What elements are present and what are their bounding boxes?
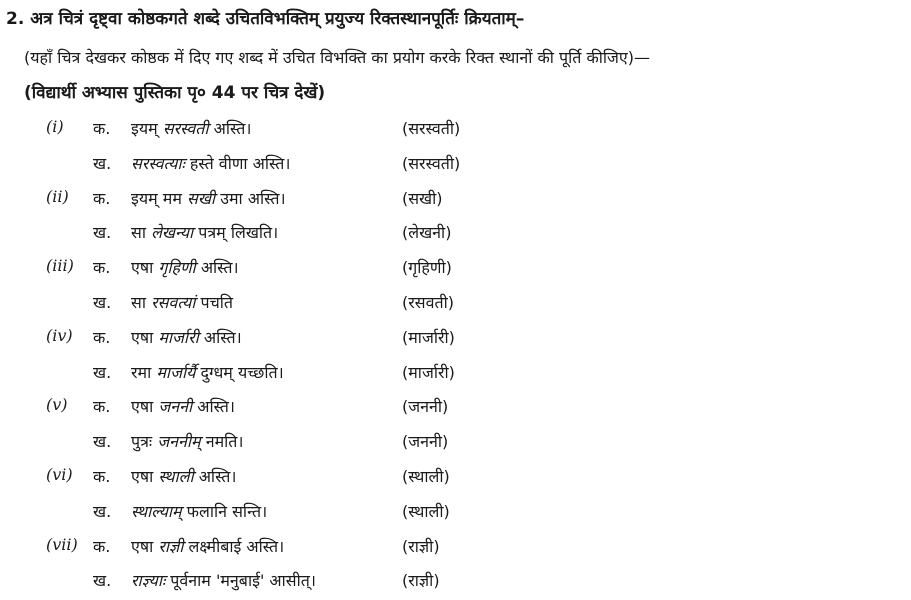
- answer-row: [0, 256, 911, 286]
- answer-word: स्थाली: [158, 467, 194, 486]
- sentence: [131, 500, 267, 522]
- item-number: (i): [46, 117, 64, 136]
- answer-word: गृहिणी: [158, 258, 196, 278]
- sentence: [131, 256, 239, 278]
- sub-item-letter: क.: [93, 536, 111, 556]
- base-word-hint: (सरस्वती): [402, 153, 461, 173]
- sentence-end: अस्ति।: [197, 397, 235, 417]
- sentence-end: उमा अस्ति।: [220, 188, 286, 208]
- sub-item-letter: ख.: [93, 571, 112, 591]
- sentence-end: नमति।: [205, 432, 244, 452]
- sentence-end: पत्रम् लिखति।: [198, 223, 279, 243]
- base-word-hint: (सरस्वती): [402, 119, 461, 138]
- base-word-hint: (सखी): [402, 188, 443, 208]
- sentence: [131, 117, 251, 139]
- answer-word: मार्जारी: [158, 327, 199, 347]
- answer-row: [0, 326, 911, 356]
- answer-word: रसवत्यां: [151, 293, 196, 312]
- sentence-start: एषा: [131, 467, 154, 486]
- sentence: [131, 465, 236, 487]
- answer-word: सखी: [187, 188, 216, 208]
- sentence-end: फलानि सन्ति।: [186, 501, 268, 521]
- answer-row: [0, 569, 911, 599]
- sub-item-letter: क.: [93, 188, 111, 208]
- answer-row: [0, 152, 911, 182]
- sentence-start: एषा: [131, 258, 154, 278]
- sentence-end: दुग्धम् यच्छति।: [200, 362, 284, 382]
- sub-item-letter: क.: [93, 327, 111, 347]
- answer-row: [0, 361, 911, 391]
- answer-row: [0, 535, 911, 565]
- sub-item-letter: ख.: [93, 501, 112, 521]
- answer-row: [0, 291, 911, 321]
- sub-item-letter: क.: [93, 467, 111, 486]
- sub-item-letter: ख.: [93, 223, 112, 243]
- item-number: (v): [46, 395, 68, 415]
- sentence-start: सा: [131, 223, 146, 243]
- answer-row: [0, 395, 911, 425]
- sub-item-letter: क.: [93, 119, 111, 138]
- question-text: अत्र चित्रं दृष्ट्वा कोष्ठकगते शब्दे उचितविभक्तिम् प्रयुज्य रिक्तस्थानपूर्तिः क्रियताम्–: [30, 9, 525, 29]
- sub-item-letter: ख.: [93, 153, 112, 173]
- sentence-end: लक्ष्मीबाई अस्ति।: [188, 536, 285, 556]
- answer-row: [0, 221, 911, 251]
- sentence-start: रमा: [131, 362, 152, 382]
- base-word-hint: (राज्ञी): [402, 571, 440, 591]
- sentence-end: अस्ति।: [213, 119, 252, 138]
- answer-row: [0, 465, 911, 495]
- sentence: [131, 535, 284, 557]
- answer-word: जननीम्: [157, 432, 201, 452]
- sentence-start: सा: [131, 293, 146, 312]
- base-word-hint: (राज्ञी): [402, 536, 440, 556]
- sentence: [131, 152, 290, 174]
- sentence-end: अस्ति।: [203, 327, 242, 347]
- workbook-reference: (विद्यार्थी अभ्यास पुस्तिका पृ० 44 पर चित्र देखें): [24, 83, 326, 103]
- sub-item-letter: ख.: [93, 293, 112, 312]
- sentence-end: पचति: [200, 293, 233, 312]
- base-word-hint: (रसवती): [402, 293, 455, 312]
- answer-word: लेखन्या: [151, 223, 194, 243]
- answer-word: स्थाल्याम्: [131, 501, 182, 521]
- sentence-start: पुत्रः: [131, 432, 153, 452]
- sentence-end: अस्ति।: [198, 467, 237, 486]
- sentence-start: इयम्: [131, 119, 158, 138]
- answer-word: मार्जार्यै: [156, 362, 196, 382]
- sentence: [131, 430, 243, 452]
- answer-word: सरस्वती: [162, 119, 209, 138]
- sentence-start: एषा: [131, 397, 154, 417]
- base-word-hint: (गृहिणी): [402, 258, 452, 278]
- base-word-hint: (लेखनी): [402, 223, 452, 243]
- answer-word: सरस्वत्याः: [131, 153, 185, 173]
- answer-word: जननी: [158, 397, 193, 417]
- sentence-end: हस्ते वीणा अस्ति।: [189, 153, 291, 173]
- base-word-hint: (जननी): [402, 397, 449, 417]
- sentence: [131, 187, 286, 209]
- answer-word: राज्ञ्याः: [131, 571, 166, 591]
- sentence: [131, 361, 284, 383]
- sentence-start: एषा: [131, 536, 154, 556]
- item-number: (ii): [46, 186, 69, 206]
- item-number: (vi): [46, 465, 73, 484]
- base-word-hint: (मार्जारी): [402, 362, 455, 382]
- base-word-hint: (स्थाली): [402, 467, 450, 486]
- sentence: [131, 221, 278, 243]
- item-number: (vii): [46, 534, 78, 554]
- sentence: [131, 395, 235, 417]
- sentence: [131, 569, 316, 591]
- answer-row: [0, 430, 911, 460]
- base-word-hint: (स्थाली): [402, 501, 450, 521]
- sentence-end: पूर्वनाम 'मनुबाई' आसीत्।: [170, 571, 316, 591]
- sub-item-letter: ख.: [93, 432, 112, 452]
- sentence-start: इयम् मम: [131, 188, 182, 208]
- answer-row: [0, 500, 911, 530]
- base-word-hint: (जननी): [402, 432, 449, 452]
- question-heading: [6, 6, 524, 29]
- sentence-end: अस्ति।: [200, 258, 239, 278]
- answer-row: [0, 187, 911, 217]
- sentence-start: एषा: [131, 327, 154, 347]
- sentence: [131, 326, 242, 348]
- answer-row: [0, 117, 911, 147]
- item-number: (iii): [46, 256, 74, 276]
- sub-item-letter: क.: [93, 397, 111, 417]
- answer-word: राज्ञी: [158, 536, 184, 556]
- sub-item-letter: ख.: [93, 362, 112, 382]
- item-number: (iv): [46, 325, 73, 345]
- sentence: [131, 291, 233, 313]
- sub-item-letter: क.: [93, 258, 111, 278]
- base-word-hint: (मार्जारी): [402, 327, 455, 347]
- question-number: 2.: [6, 9, 25, 29]
- hindi-instruction: (यहाँ चित्र देखकर कोष्ठक में दिए गए शब्द में उचित विभक्ति का प्रयोग करके रिक्त स्थानों की पूर्ति कीजिए)—: [24, 48, 651, 67]
